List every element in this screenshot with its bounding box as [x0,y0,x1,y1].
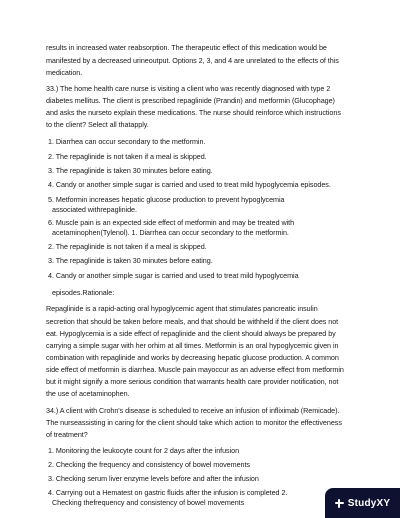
plus-icon [335,499,344,508]
option-line: 5. Metformin increases hepatic glucose production to prevent hypoglycemia [48,195,285,204]
question-34-line: 34.) A client with Crohn's disease is scheduled to receive an infusion of infliximab (Remicade). [46,406,340,415]
option-line: 6. Muscle pain is an expected side effect of metformin and may be treated with [48,218,295,227]
answer-line: Checking thefrequency and consistency of bowel movements [52,498,245,507]
question-34-line: of treatment? [46,430,88,439]
rationale-heading: episodes.Rationale: [52,288,115,297]
option-line: 1. Monitoring the leukocyte count for 2 days after the infusion [48,446,240,455]
text-line: manifested by a decreased urineoutput. Options 2, 3, and 4 are unrelated to the effects of this [46,56,339,65]
option-line: acetaminophen(Tylenol). 1. Diarrhea can occur secondary to the metformin. [52,228,289,237]
rationale-line: secretion that should be taken before meals, and that should be withheld if the client does not [46,317,339,326]
answer-line: 4. Candy or another simple sugar is carried and used to treat mild hypoglycemia [48,271,299,280]
answer-line: 3. The repaglinide is taken 30 minutes before eating. [48,256,213,265]
question-33-line: and asks the nurseto explain these medications. The nurse should reinforce which instructions [46,108,341,117]
rationale-line: carrying a simple sugar with her orhim at all times. Metformin is an oral hypoglycemic given in [46,341,339,350]
rationale-line: but it might signify a more serious condition that warrants health care provider notification, not [46,377,339,386]
answer-line: 2. The repaglinide is not taken if a meal is skipped. [48,242,207,251]
rationale-line: side effect of metformin is diarrhea. Muscle pain mayoccur as an adverse effect from metformin [46,365,344,374]
rationale-line: the use of acetaminophen. [46,389,130,398]
question-33-line: to the client? Select all thatapply. [46,120,149,129]
rationale-line: Repaglinide is a rapid-acting oral hypoglycemic agent that stimulates pancreatic insulin [46,304,318,313]
option-line: 4. Candy or another simple sugar is carried and used to treat mild hypoglycemia episodes. [48,180,331,189]
question-34-line: The nurseassisting in caring for the client should take which action to monitor the effectiveness [46,418,342,427]
option-line: 2. The repaglinide is not taken if a meal is skipped. [48,152,207,161]
text-line: medication. [46,68,83,77]
studyxy-badge-label: StudyXY [347,497,391,509]
studyxy-badge[interactable] [325,488,400,518]
question-33-line: diabetes mellitus. The client is prescribed repaglinide (Prandin) and metformin (Glucophage) [46,96,335,105]
option-line: associated withrepaglinide. [52,205,137,214]
text-line: results in increased water reabsorption. The therapeutic effect of this medication would be [46,43,327,52]
rationale-line: eat. Hypoglycemia is a side effect of repaglinide and the client should always be prepared by [46,329,336,338]
option-line: 1. Diarrhea can occur secondary to the metformin. [48,137,206,146]
option-line: 3. The repaglinide is taken 30 minutes before eating. [48,166,213,175]
option-line: 3. Checking serum liver enzyme levels before and after the infusion [48,474,259,483]
option-line: 4. Carrying out a Hematest on gastric fluids after the infusion is completed 2. [48,488,288,497]
question-33-line: 33.) The home health care nurse is visiting a client who was recently diagnosed with type 2 [46,84,331,93]
option-line: 2. Checking the frequency and consistency of bowel movements [48,460,250,469]
rationale-line: combination with repaglinide and works by decreasing hepatic glucose production. A common [46,353,339,362]
